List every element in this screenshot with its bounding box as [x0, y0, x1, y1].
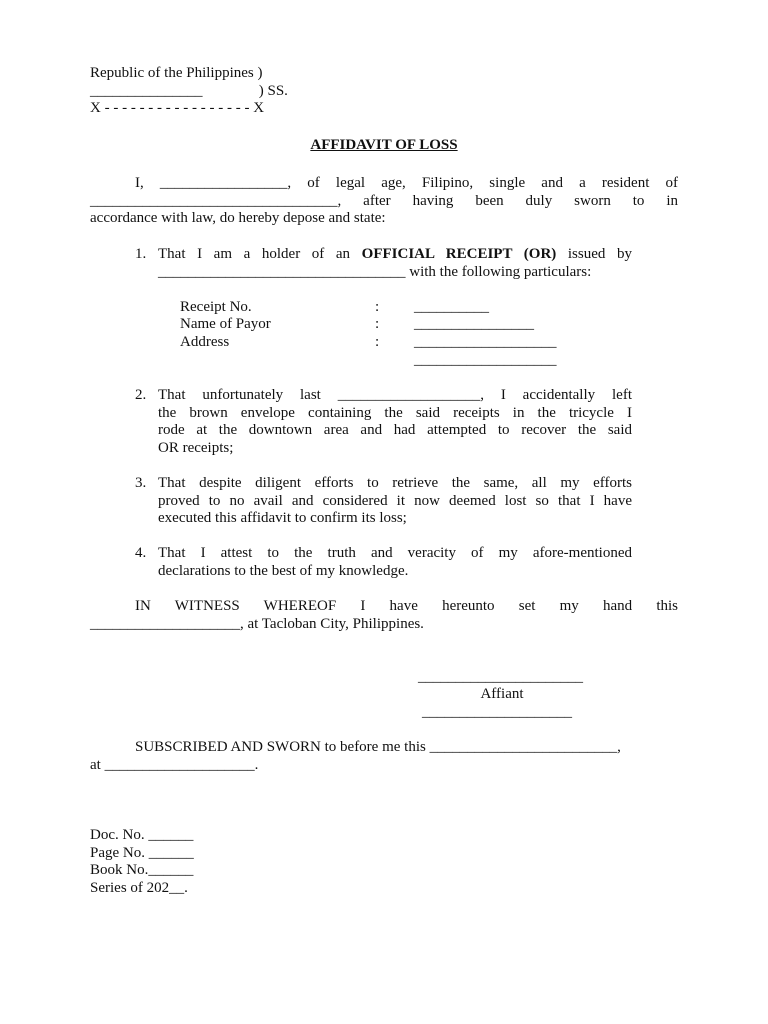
item-3-text: [158, 475, 632, 528]
item-number: 3.: [135, 475, 147, 491]
particular-value: ________________: [414, 316, 534, 332]
item-2-text: [158, 387, 632, 457]
particular-label: Address: [180, 334, 230, 350]
notary-book-no: Book No.______: [90, 862, 194, 878]
official-receipt-label: OFFICIAL RECEIPT (OR): [361, 246, 557, 262]
affiant-id-line: ____________________: [422, 704, 572, 720]
item-line: That despite diligent efforts to retrieve the same, all my efforts: [158, 475, 632, 491]
notary-page-no: Page No. ______: [90, 845, 194, 861]
particular-value: __________: [414, 299, 489, 315]
witness-line: ____________________, at Tacloban City, Philippines.: [90, 615, 424, 632]
venue-separator: X - - - - - - - - - - - - - - - - - X: [90, 100, 265, 116]
particular-label: Receipt No.: [180, 299, 252, 315]
particular-label: Name of Payor: [180, 316, 271, 332]
witness-line: IN WITNESS WHEREOF I have hereunto set my hand this: [135, 598, 678, 614]
particular-colon: :: [375, 299, 380, 315]
witness-paragraph: [90, 598, 678, 633]
page-title: AFFIDAVIT OF LOSS: [310, 137, 458, 153]
item-line: proved to no avail and considered it now deemed lost so that I have: [158, 492, 632, 509]
item-line: rode at the downtown area and had attempted to recover the said: [158, 422, 632, 438]
item-line: That I attest to the truth and veracity of my afore-mentioned: [158, 545, 632, 561]
address-extra-line: ___________________: [414, 352, 557, 368]
affiant-signature-line: ______________________: [418, 669, 583, 685]
item-1-text: [158, 246, 632, 281]
item-line: _________________________________ with the following particulars:: [158, 263, 592, 280]
venue-ss: _______________ ) SS.: [90, 82, 288, 99]
item-number: 2.: [135, 387, 147, 403]
item-line: OR receipts;: [158, 439, 234, 456]
jurat-paragraph: [90, 739, 678, 774]
jurat-line: at ____________________.: [90, 756, 259, 773]
item-line: That unfortunately last ___________________, I accidentally left: [158, 387, 632, 403]
item-line: declarations to the best of my knowledge.: [158, 562, 409, 579]
particular-colon: :: [375, 334, 380, 350]
item-1-prefix: That I am a holder of an: [158, 246, 362, 262]
venue-block: [90, 65, 288, 118]
item-4-text: [158, 545, 632, 580]
item-line: executed this affidavit to confirm its loss;: [158, 510, 407, 526]
item-number: 1.: [135, 246, 147, 262]
intro-line: I, _________________, of legal age, Filipino, single and a resident of: [135, 175, 678, 191]
notary-series: Series of 202__.: [90, 880, 188, 896]
item-number: 4.: [135, 545, 147, 561]
particular-value: ___________________: [414, 334, 557, 350]
item-line: the brown envelope containing the said receipts in the tricycle I: [158, 404, 632, 421]
intro-paragraph: [90, 175, 678, 228]
intro-line: _________________________________, after having been duly sworn to in: [90, 192, 678, 209]
particular-colon: :: [375, 316, 380, 332]
notary-doc-no: Doc. No. ______: [90, 827, 194, 843]
affiant-label: Affiant: [480, 686, 524, 702]
jurat-line: SUBSCRIBED AND SWORN to before me this _________________________,: [135, 739, 621, 755]
intro-line: accordance with law, do hereby depose and state:: [90, 210, 386, 226]
venue-country: Republic of the Philippines ): [90, 65, 263, 81]
item-1-suffix: issued by: [556, 246, 632, 262]
item-line: [158, 246, 632, 264]
